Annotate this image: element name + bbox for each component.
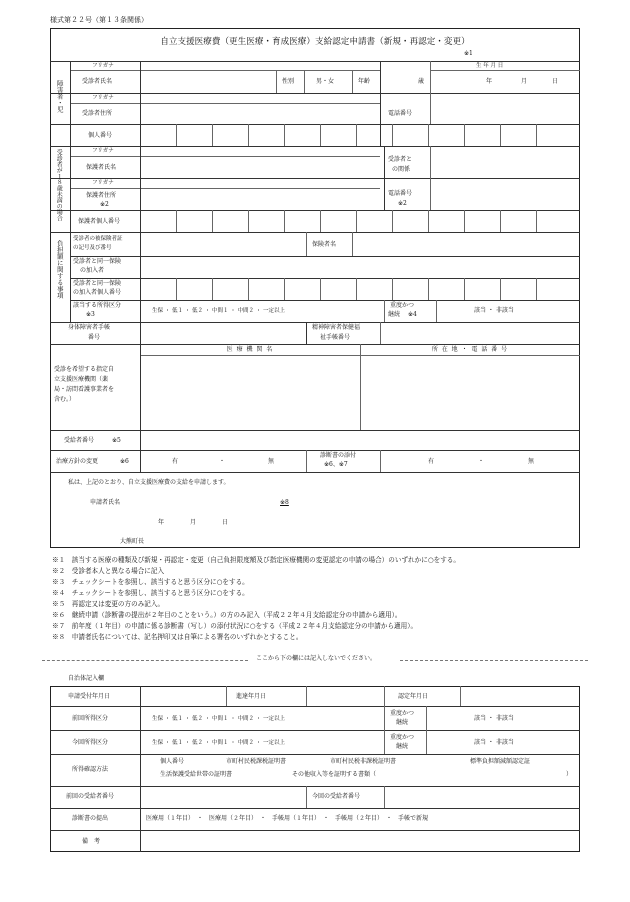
applicant-label: 申請者氏名 [90,499,121,506]
institution-label-4: 含む。） [54,396,76,403]
guardian-address-label: 保護者住所 [86,192,117,199]
prev-income-label: 前回所得区分 [72,715,109,722]
approved-label: 認定年月日 [398,693,429,700]
applicant-name-field[interactable] [140,494,278,508]
prev-recipient-field[interactable] [142,788,304,806]
guardian-group-label: 受診者が１８歳未満の場合 [55,149,63,221]
insured-label-1: 受診者の被保険者証 [73,236,123,242]
same-ins-label-2: の加入者 [80,267,105,274]
relation-field[interactable] [432,148,578,176]
note-1: ※１ 該当する医療の種類及び新規・再認定・変更（自己負担限度額及び指定医療機関の変更認定の申請の場合）のいずれかに○をする。 [52,556,460,564]
gender-label: 性別 [282,78,295,85]
treatment-yes[interactable]: 有 [172,458,179,465]
income-label: 該当する所得区分 [73,302,122,309]
diag-no[interactable]: 無 [528,458,535,465]
title-note: ※1 [464,50,473,57]
institution-address-field[interactable] [362,357,578,428]
diag-submit-label: 診断書の提出 [72,815,109,822]
institution-name-header: 医 療 機 関 名 [226,346,274,353]
forwarded-label: 進達年月日 [236,693,267,700]
prev-recipient-label: 前回の受給者番号 [66,793,115,800]
curr-recipient-field[interactable] [386,788,578,806]
guardian-phone-label: 電話番号 [388,190,413,197]
treatment-dot: ・ [219,458,226,465]
office-title: 自治体記入欄 [68,675,105,682]
curr-income-label: 今回所得区分 [72,739,109,746]
patient-address-field[interactable] [142,104,378,122]
check-tax-cert[interactable]: 市町村民税課税証明書 [226,758,287,765]
check-nontax-cert[interactable]: 市町村民税非課税証明書 [330,758,397,765]
office-use-table [50,686,580,852]
diag-dot: ・ [478,458,485,465]
income-note: ※3 [86,311,95,318]
mental-book-label-1: 精神障害者保健福 [312,324,361,331]
patient-id-label: 個人番号 [88,132,113,139]
patient-phone-field[interactable] [432,95,578,123]
diag-submit-options[interactable]: 医療用（１年目） ・ 医療用（２年目） ・ 手帳用（１年目） ・ 手帳用（２年目） ・ 手帳で新規 [146,815,429,822]
birth-month: 月 [521,78,528,85]
curr-income-options[interactable]: 生保 ・ 低１ ・ 低２ ・ 中間１ ・ 中間２ ・ 一定以上 [152,740,285,746]
declaration-month: 月 [190,519,197,526]
guardian-phone-field[interactable] [432,180,578,208]
remarks-label: 備 考 [82,838,101,845]
patient-address-label: 受診者住所 [82,110,113,117]
guardian-address-furigana: フリガナ [92,180,114,186]
declaration-text: 私は、上記のとおり、自立支援医療費の支給を申請します。 [68,479,230,486]
note-6: ※６ 継続申請（診断書の提出が２年目のことをいう。）の方のみ記入（平成２２年４月支給認定分の申請から適用）。 [52,611,402,619]
relation-label-2: の関係 [392,166,411,173]
check-personal-id[interactable]: 個人番号 [160,758,185,765]
treatment-no[interactable]: 無 [268,458,275,465]
institution-name-field[interactable] [142,357,358,428]
recipient-number-field[interactable] [142,432,578,448]
prev-severe-options[interactable]: 該当 ・ 非該当 [474,715,514,722]
note-5: ※５ 再認定又は変更の方のみ記入。 [52,600,165,608]
prev-severe-label-1: 重度かつ [390,710,415,717]
treatment-change-note: ※6 [120,458,129,465]
same-ins-id-field[interactable] [142,280,578,298]
separator-text: ここから下の欄には記入しないでください。 [256,655,377,662]
declaration-day: 日 [222,519,229,526]
income-options[interactable]: 生保 ・ 低１ ・ 低２ ・ 中間１ ・ 中間２ ・ 一定以上 [152,308,285,314]
same-ins-id-label-1: 受診者と同一保険 [73,280,122,287]
guardian-name-field[interactable] [142,157,378,176]
age-label: 年齢 [358,78,371,85]
received-label: 申請受付年月日 [68,693,111,700]
patient-id-field[interactable] [142,126,578,144]
mental-book-label-2: 祉手帳番号 [320,334,351,341]
note-2: ※２ 受診者本人と異なる場合に記入 [52,567,165,575]
disability-book-field[interactable] [142,324,304,342]
guardian-address-field[interactable] [142,189,378,208]
approved-field[interactable] [462,688,578,704]
patient-group-label: 障害者・児 [55,80,64,113]
check-reduction-cert[interactable]: 標準負担額減額認定証 [470,758,531,765]
institution-label-2: 立支援医療機関（薬 [54,376,109,383]
guardian-furigana: フリガナ [92,148,114,154]
institution-label-1: 受診を希望する指定自 [54,366,115,373]
remarks-field[interactable] [142,832,578,850]
guardian-name-label: 保護者氏名 [86,164,117,171]
guardian-id-field[interactable] [142,212,578,230]
applicant-note: ※8 [280,499,289,506]
check-welfare-cert[interactable]: 生活保護受給世帯の証明書 [160,771,233,778]
patient-address-furigana: フリガナ [92,95,114,101]
same-ins-field[interactable] [142,258,578,276]
disability-book-label-2: 番号 [88,334,101,341]
severe-label-1: 重度かつ [390,302,415,309]
recipient-number-note: ※5 [112,437,121,444]
birth-day: 日 [552,78,559,85]
form-number: 様式第２２号（第１３条関係） [50,16,148,24]
insurer-field[interactable] [354,234,578,254]
age-unit: 歳 [418,78,425,85]
note-3: ※３ チェックシートを参照し、該当すると思う区分に○をする。 [52,578,249,586]
diag-attach-label-2: ※6、※7 [324,461,348,468]
insured-number-field[interactable] [142,234,304,254]
addressee: 大熊町長 [120,538,145,545]
relation-label-1: 受診者と [388,156,413,163]
treatment-change-label: 治療方針の変更 [56,458,99,465]
burden-group-label: 負担額に関する事項 [55,240,64,299]
birth-year: 年 [486,78,493,85]
disability-book-label-1: 身体障害者手帳 [68,324,111,331]
same-ins-label-1: 受診者と同一保険 [73,258,122,265]
note-4: ※４ チェックシートを参照し、該当すると思う区分に○をする。 [52,589,249,597]
form-title: 自立支援医療費（更生医療・育成医療）支給認定申請書（新規・再認定・変更） [160,37,470,47]
curr-severe-options[interactable]: 該当 ・ 非該当 [474,739,514,746]
patient-phone-label: 電話番号 [388,110,413,117]
curr-severe-label-2: 継続 [396,743,409,750]
same-ins-id-label-2: の加入者個人番号 [73,289,122,296]
diag-attach-label-1: 診断書の添付 [320,452,357,459]
check-other-docs[interactable]: その他収入等を証明する書類（ [292,771,377,778]
birth-label: 生 年 月 日 [476,63,504,69]
received-field[interactable] [142,688,224,704]
note-7: ※７ 前年度（１年目）の申請に係る診断書（写し）の添付状況に○をする（平成２２年４月支給認定分の申請から適用）。 [52,622,418,630]
note-8: ※８ 申請者氏名については、記名押印又は自筆による署名のいずれかとすること。 [52,633,303,641]
recipient-number-label: 受給者番号 [64,437,95,444]
guardian-id-label: 保護者個人番号 [78,218,121,225]
curr-severe-label-1: 重度かつ [390,734,415,741]
institution-label-3: 局・訪問看護事業者を [54,386,115,393]
mental-book-field[interactable] [382,324,578,342]
severe-options[interactable]: 該当 ・ 非該当 [474,307,514,314]
insurer-label: 保険者名 [312,241,337,248]
severe-note: ※4 [408,311,417,318]
declaration-year: 年 [158,519,165,526]
forwarded-field[interactable] [308,688,382,704]
income-check-label: 所得確認方法 [72,766,109,773]
diag-yes[interactable]: 有 [428,458,435,465]
prev-severe-label-2: 継続 [396,719,409,726]
guardian-phone-note: ※2 [398,200,407,207]
patient-furigana: フリガナ [92,63,114,69]
curr-recipient-label: 今回の受給者番号 [312,793,361,800]
institution-address-header: 所 在 地 ・ 電 話 番 号 [431,346,509,353]
check-other-close: ） [566,771,573,778]
gender-options[interactable]: 男・女 [316,78,335,85]
insured-label-2: の記号及び番号 [73,245,112,251]
guardian-address-note: ※2 [100,201,109,208]
prev-income-options[interactable]: 生保 ・ 低１ ・ 低２ ・ 中間１ ・ 中間２ ・ 一定以上 [152,716,285,722]
patient-name-label: 受診者氏名 [82,78,113,85]
severe-label-2: 継続 [388,311,401,318]
patient-name-field[interactable] [142,71,274,91]
